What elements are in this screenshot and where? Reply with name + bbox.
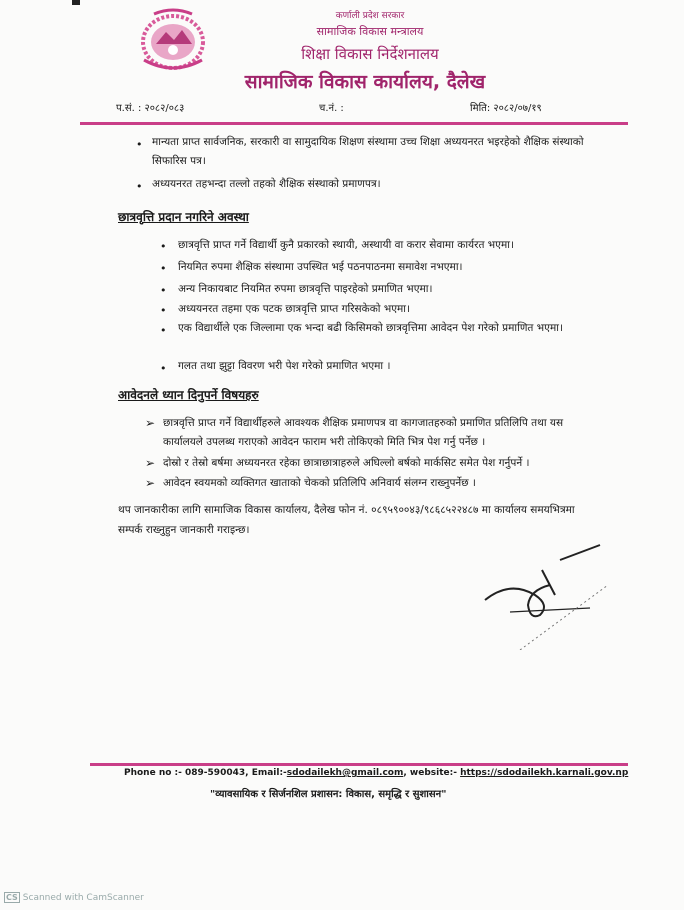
letter-ps: प.सं. : २०८२/०८३ [116, 103, 185, 114]
bullet-icon: • [160, 284, 167, 297]
list-item: अन्य निकायबाट नियमित रुपमा छात्रवृत्ति पाइरहेको प्रमाणित भएमा। [178, 283, 433, 295]
office-title: सामाजिक विकास कार्यालय, दैलेख [244, 71, 486, 93]
bullet-icon: • [160, 262, 167, 275]
list-item: मान्यता प्राप्त सार्वजनिक, सरकारी वा सामुदायिक शिक्षण संस्थामा उच्च शिक्षा अध्ययनरत भइरहेको शैक्षिक संस्थाको सिफारिस पत्र। [152, 136, 584, 167]
list-item: दोस्रो र तेस्रो बर्षमा अध्ययनरत रहेका छात्राछात्राहरुले अघिल्लो बर्षको मार्कसिट समेत पेश गर्नुपर्ने । [163, 457, 530, 469]
camscanner-text: Scanned with CamScanner [22, 893, 144, 903]
ministry-line: सामाजिक विकास मन्त्रालय [316, 25, 424, 38]
bullet-icon: • [160, 240, 167, 253]
arrow-bullet-icon: ➢ [145, 456, 156, 470]
list-item: अध्ययनरत तहमा एक पटक छात्रवृत्ति प्राप्त गरिसकेको भएमा। [178, 303, 411, 315]
arrow-bullet-icon: ➢ [145, 416, 156, 430]
footer-divider [90, 763, 628, 766]
bullet-icon: • [160, 324, 167, 337]
list-item: गलत तथा झुट्टा विवरण भरी पेश गरेको प्रमाणित भएमा । [178, 360, 391, 372]
section-heading-applicant-notes: आवेदनले ध्यान दिनुपर्ने विषयहरु [118, 388, 259, 402]
bullet-icon: • [136, 138, 143, 151]
footer-contact [124, 768, 629, 778]
bullet-icon: • [136, 180, 143, 193]
footer-website-link[interactable]: https://sdodailekh.karnali.gov.np [460, 768, 629, 778]
letter-date: मिति: २०८२/०७/१९ [470, 103, 542, 114]
letter-chn: च.नं. : [319, 103, 344, 114]
list-item: अध्ययनरत तहभन्दा तल्लो तहको शैक्षिक संस्थाको प्रमाणपत्र। [152, 178, 381, 190]
contact-paragraph: थप जानकारीका लागि सामाजिक विकास कार्यालय, दैलेख फोन नं. ०८९५९००४३/९८६८५२२४८७ मा कार्यालय समयभित्रमा सम्पर्क राख्नुहुन जानकारी गराइन्छ। [118, 504, 575, 536]
bullet-icon: • [160, 362, 167, 375]
arrow-bullet-icon: ➢ [145, 476, 156, 490]
bullet-icon: • [160, 304, 167, 317]
footer-website-label: , website:- [403, 768, 457, 778]
camscanner-icon: CS [6, 893, 18, 902]
list-item: नियमित रुपमा शैक्षिक संस्थामा उपस्थित भई पठनपाठनमा समावेश नभएमा। [178, 261, 463, 273]
corner-mark [72, 0, 80, 5]
list-item: आवेदन स्वयमको व्यक्तिगत खाताको चेकको प्रतिलिपि अनिवार्य संलग्न राख्नुपर्नेछ । [163, 477, 476, 489]
province-line: कर्णाली प्रदेश सरकार [335, 11, 405, 21]
government-emblem-logo [136, 6, 210, 72]
section-heading-not-granted: छात्रवृत्ति प्रदान नगरिने अवस्था [118, 210, 249, 224]
footer-email-label: Email:- [251, 768, 287, 778]
signature-icon [480, 540, 610, 650]
list-item: छात्रवृत्ति प्राप्त गर्ने विद्यार्थी कुनै प्रकारको स्थायी, अस्थायी वा करार सेवामा कार्यरत भएमा। [178, 239, 514, 251]
header-divider [80, 122, 628, 125]
list-item: एक विद्यार्थीले एक जिल्लामा एक भन्दा बढी किसिमको छात्रवृत्तिमा आवेदन पेश गरेको प्रमाणित भएमा। [178, 322, 563, 334]
camscanner-watermark [4, 892, 144, 903]
list-item: छात्रवृत्ति प्राप्त गर्ने विद्यार्थीहरुले आवश्यक शैक्षिक प्रमाणपत्र वा कागजातहरुको प्रमाणित प्रतिलिपि तथा यस कार्यालयले उपलब्ध गराएको आवेदन फाराम भरी तोकिएको मिति भित्र पेश गर्नु पर्नेछ । [163, 417, 564, 448]
footer-phone: Phone no :- 089-590043, [124, 768, 249, 778]
footer-email-link[interactable]: sdodailekh@gmail.com [286, 768, 404, 778]
directorate-line: शिक्षा विकास निर्देशनालय [301, 45, 439, 63]
footer-slogan: "व्यावसायिक र सिर्जनशिल प्रशासन: विकास, समृद्धि र सुशासन" [210, 789, 447, 800]
